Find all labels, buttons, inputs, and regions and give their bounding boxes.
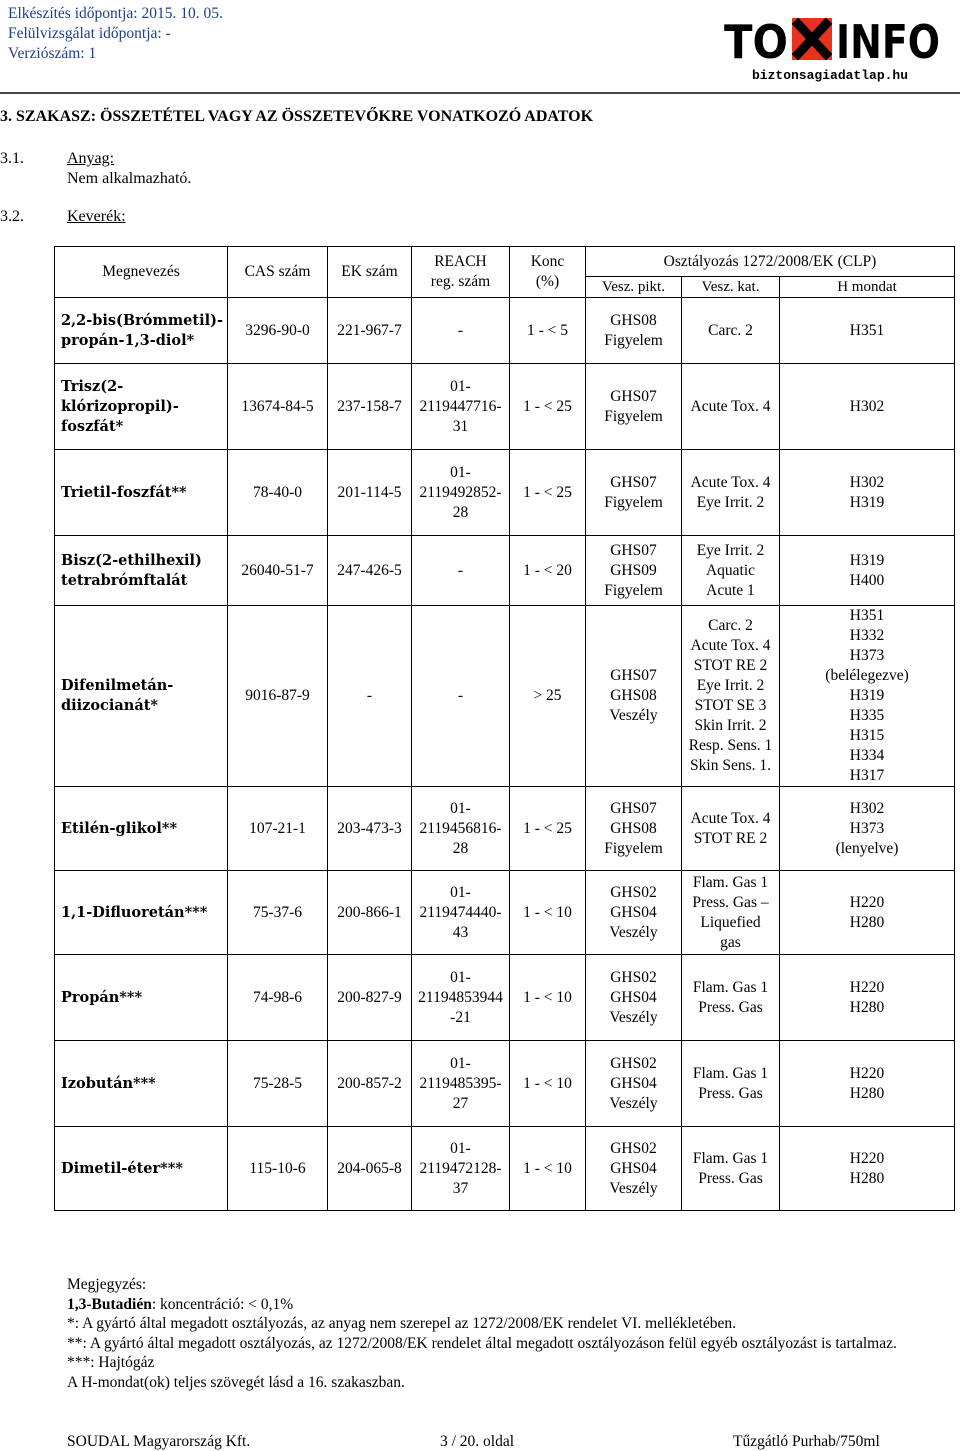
section-3-1-text: Nem alkalmazható. [67,170,192,187]
table-row [55,536,955,606]
header-kat: Vesz. kat. [682,277,780,298]
cell-pikt: GHS02 GHS04 Veszély [586,1041,682,1127]
cell-h: H302 [780,364,955,450]
cell-reach: 01- 21194853944 -21 [412,955,510,1041]
table-row [55,1127,955,1211]
cell-name: Propán*** [55,955,228,1041]
cell-ek: 200-827-9 [328,955,412,1041]
header-divider [0,92,960,94]
table-row [55,450,955,536]
note-butadien [67,1295,960,1315]
cell-konc: 1 - < 25 [510,364,586,450]
cell-reach: 01- 2119456816- 28 [412,787,510,871]
cell-pikt: GHS07 Figyelem [586,450,682,536]
note-2: **: A gyártó által megadott osztályozás, az 1272/2008/EK rendelet által megadott osztályozáson felül egyéb osztályozást is tartalmaz. [67,1334,897,1352]
cell-kat: Carc. 2 Acute Tox. 4 STOT RE 2 Eye Irrit. 2 STOT SE 3 Skin Irrit. 2 Resp. Sens. 1 Skin Sens. 1. [682,606,780,787]
cell-reach: 01- 2119492852- 28 [412,450,510,536]
cell-name: Trisz(2- klórizopropil)- foszfát* [55,364,228,450]
footer-page: 3 / 20. oldal [440,1433,515,1450]
cell-h: H220 H280 [780,1041,955,1127]
note-3: ***: Hajtógáz [67,1354,155,1371]
mixture-composition-table [54,246,955,1211]
document-meta [8,4,223,64]
cell-konc: 1 - < 10 [510,1041,586,1127]
cell-pikt: GHS07 GHS08 Veszély [586,606,682,787]
cell-reach: 01- 2119474440- 43 [412,871,510,955]
note-4: A H-mondat(ok) teljes szövegét lásd a 16. szakaszban. [67,1373,405,1391]
header-ek: EK szám [328,247,412,298]
cell-cas: 115-10-6 [228,1127,328,1211]
cell-kat: Eye Irrit. 2 Aquatic Acute 1 [682,536,780,606]
cell-h: H319 H400 [780,536,955,606]
cell-name: 2,2-bis(Brómmetil)- propán-1,3-diol* [55,298,228,364]
cell-ek: 200-857-2 [328,1041,412,1127]
cell-konc: 1 - < 10 [510,871,586,955]
table-header-row [55,247,955,277]
footer-product: Tűzgátló Purhab/750ml [733,1433,880,1450]
cell-kat: Flam. Gas 1 Press. Gas [682,955,780,1041]
cell-name: Difenilmetán- diizocianát* [55,606,228,787]
table-row [55,606,955,787]
cell-h: H302 H373 (lenyelve) [780,787,955,871]
cell-kat: Acute Tox. 4 [682,364,780,450]
cell-konc: 1 - < 25 [510,450,586,536]
header-name: Megnevezés [55,247,228,298]
cell-ek: 201-114-5 [328,450,412,536]
cell-ek: 203-473-3 [328,787,412,871]
cell-h: H220 H280 [780,1127,955,1211]
butadien-text: : koncentráció: < 0,1% [151,1295,294,1313]
butadien-label: 1,3-Butadién [67,1295,152,1313]
cell-cas: 75-37-6 [228,871,328,955]
note-1: *: A gyártó által megadott osztályozás, az anyag nem szerepel az 1272/2008/EK rendelet VI. mellékletében. [67,1315,736,1332]
cell-pikt: GHS07 GHS08 Figyelem [586,787,682,871]
cell-ek: 237-158-7 [328,364,412,450]
toxinfo-logo [724,14,942,69]
cell-kat: Flam. Gas 1 Press. Gas – Liquefied gas [682,871,780,955]
cell-name: Bisz(2-ethilhexil) tetrabrómftalát [55,536,228,606]
header-reach: REACH reg. szám [412,247,510,298]
cell-ek: 221-967-7 [328,298,412,364]
cell-h: H220 H280 [780,871,955,955]
header-clp: Osztályozás 1272/2008/EK (CLP) [586,247,955,277]
cell-h: H351 [780,298,955,364]
cell-pikt: GHS07 GHS09 Figyelem [586,536,682,606]
cell-cas: 3296-90-0 [228,298,328,364]
prepared-date: Elkészítés időpontja: 2015. 10. 05. [8,5,223,22]
cell-pikt: GHS02 GHS04 Veszély [586,955,682,1041]
cell-kat: Acute Tox. 4 Eye Irrit. 2 [682,450,780,536]
table-row [55,364,955,450]
cell-cas: 75-28-5 [228,1041,328,1127]
review-date: Felülvizsgálat időpontja: - [8,25,171,42]
cell-name: Trietil-foszfát** [55,450,228,536]
cell-h: H220 H280 [780,955,955,1041]
cell-ek: 204-065-8 [328,1127,412,1211]
svg-text:TO: TO [724,15,788,69]
svg-text:INFO: INFO [836,15,940,69]
cell-reach: - [412,298,510,364]
cell-konc: 1 - < 25 [510,787,586,871]
cell-kat: Flam. Gas 1 Press. Gas [682,1127,780,1211]
cell-konc: 1 - < 5 [510,298,586,364]
section-title: 3. SZAKASZ: ÖSSZETÉTEL VAGY AZ ÖSSZETEVŐKRE VONATKOZÓ ADATOK [0,108,594,125]
cell-pikt: GHS07 Figyelem [586,364,682,450]
notes-block [67,1275,960,1392]
section-3-1-number: 3.1. [0,150,24,167]
cell-reach: 01- 2119472128- 37 [412,1127,510,1211]
cell-name: Izobután*** [55,1041,228,1127]
cell-reach: 01- 2119485395- 27 [412,1041,510,1127]
cell-h: H351 H332 H373 (belélegezve) H319 H335 H315 H334 H317 [780,606,955,787]
cell-pikt: GHS08 Figyelem [586,298,682,364]
footer-company: SOUDAL Magyarország Kft. [67,1433,251,1450]
table-row [55,871,955,955]
cell-konc: > 25 [510,606,586,787]
section-3-2-label: Keverék: [67,208,126,225]
cell-pikt: GHS02 GHS04 Veszély [586,1127,682,1211]
cell-name: Etilén-glikol** [55,787,228,871]
header-cas: CAS szám [228,247,328,298]
section-3-2-number: 3.2. [0,208,24,225]
cell-name: Dimetil-éter*** [55,1127,228,1211]
cell-cas: 13674-84-5 [228,364,328,450]
cell-cas: 107-21-1 [228,787,328,871]
header-pikt: Vesz. pikt. [586,277,682,298]
version-number: Verziószám: 1 [8,45,97,62]
cell-cas: 9016-87-9 [228,606,328,787]
cell-h: H302 H319 [780,450,955,536]
header-hmondat: H mondat [780,277,955,298]
cell-kat: Carc. 2 [682,298,780,364]
website-label: biztonsagiadatlap.hu [752,68,909,83]
cell-konc: 1 - < 10 [510,955,586,1041]
header-konc: Konc (%) [510,247,586,298]
cell-kat: Acute Tox. 4 STOT RE 2 [682,787,780,871]
cell-cas: 26040-51-7 [228,536,328,606]
table-row [55,1041,955,1127]
cell-reach: - [412,536,510,606]
table-row [55,298,955,364]
cell-reach: - [412,606,510,787]
cell-pikt: GHS02 GHS04 Veszély [586,871,682,955]
cell-ek: - [328,606,412,787]
cell-konc: 1 - < 20 [510,536,586,606]
cell-konc: 1 - < 10 [510,1127,586,1211]
cell-name: 1,1-Difluoretán*** [55,871,228,955]
cell-cas: 78-40-0 [228,450,328,536]
cell-kat: Flam. Gas 1 Press. Gas [682,1041,780,1127]
cell-ek: 200-866-1 [328,871,412,955]
cell-reach: 01- 2119447716- 31 [412,364,510,450]
notes-title: Megjegyzés: [67,1276,147,1293]
cell-ek: 247-426-5 [328,536,412,606]
section-3-1-label: Anyag: [67,150,115,167]
table-row [55,955,955,1041]
table-row [55,787,955,871]
cell-cas: 74-98-6 [228,955,328,1041]
